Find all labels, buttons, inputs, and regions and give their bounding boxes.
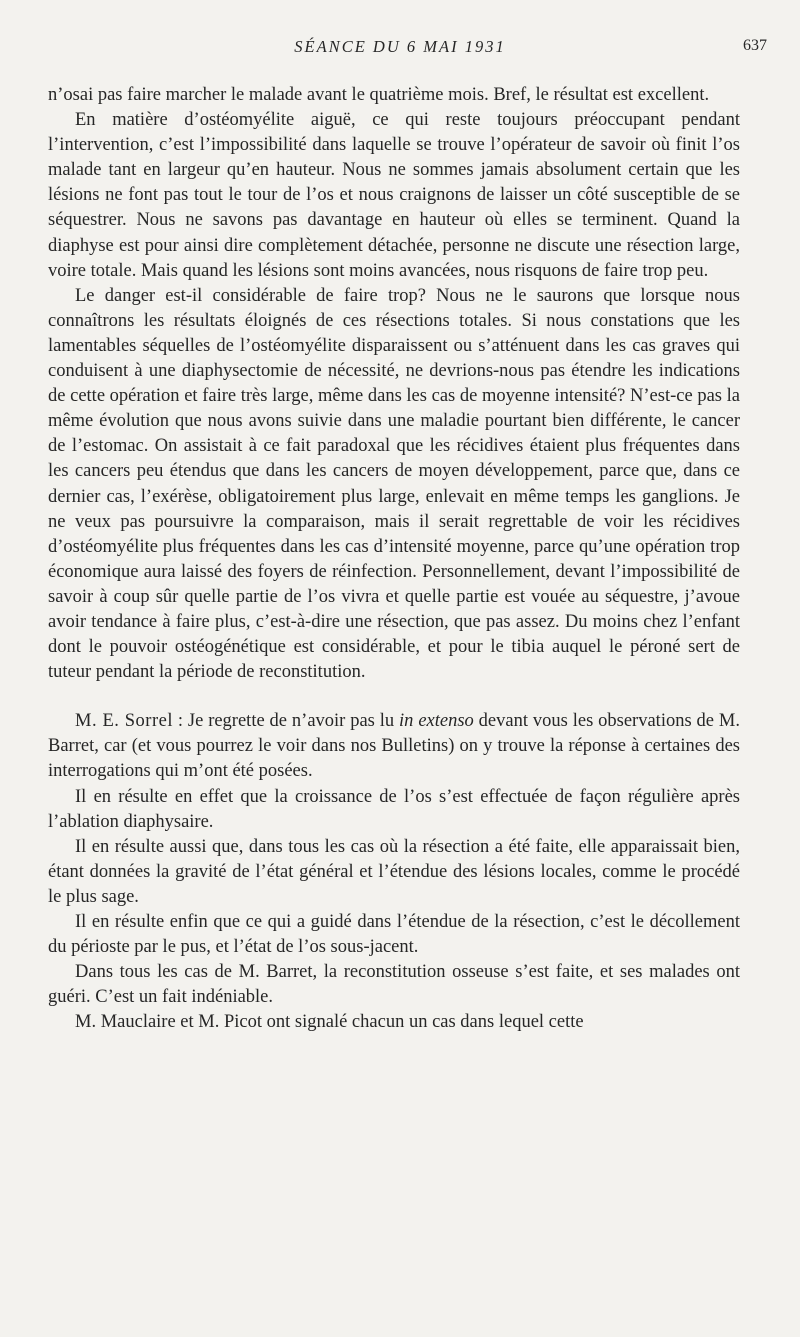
intro-text-after-italic: devant vous les observations de M. Barret, car (et vous pourrez le voir dans nos Bulletins) on y trouve la réponse à certaines des interrogations qui m’ont été posées.: [48, 711, 740, 782]
paragraph: n’osai pas faire marcher le malade avant le quatrième mois. Bref, le résultat est excellent.: [48, 85, 710, 105]
running-header: [0, 37, 800, 63]
speaker-name: M. E. Sorrel: [75, 711, 173, 732]
paragraph: Il en résulte aussi que, dans tous les cas où la résection a été faite, elle apparaissait bien, étant données la gravité de l’état général et l’étendue des lésions locales, comme le procédé le plus sage.: [48, 836, 740, 907]
intro-text-before-italic: : Je regrette de n’avoir pas lu: [172, 711, 400, 732]
paragraph: En matière d’ostéomyélite aiguë, ce qui reste toujours préoccupant pendant l’intervention, c’est l’impossibilité dans laquelle se trouve l’opérateur de savoir où finit l’os malade tant en largeur qu’en hauteur. Nous ne sommes jamais absolument certain que les lésions ne font pas tout le tour de l’os et nous craignons de laisser un côté susceptible de se séquestrer. Nous ne savons pas davantage en hauteur où elles se terminent. Quand la diaphyse est pour ainsi dire complètement détachée, personne ne discute une résection large, voire totale. Mais quand les lésions sont moins avancées, nous risquons de faire trop peu.: [48, 110, 740, 281]
paragraph: Il en résulte enfin que ce qui a guidé dans l’étendue de la résection, c’est le décollement du périoste par le pus, et l’état de l’os sous-jacent.: [48, 912, 740, 958]
paragraph: Le danger est-il considérable de faire trop? Nous ne le saurons que lorsque nous connaîtrons les résultats éloignés de ces résections totales. Si nous constations que les lamentables séquelles de l’ostéomyélite disparaissent ou s’atténuent dans les cas graves qui conduisent à une diaphysectomie de nécessité, ne devrions-nous pas étendre les indications de cette opération et faire très large, même dans les cas de moyenne intensité? N’est-ce pas la même évolution que nous avons suivie dans une maladie pourtant bien différente, le cancer de l’estomac. On assistait à ce fait paradoxal que les récidives étaient plus fréquentes dans les cancers peu étendus que dans les cancers de moyen développement, parce que, dans ce dernier cas, l’exérèse, obligatoirement plus large, enlevait en même temps les ganglions. Je ne veux pas poursuivre la comparaison, mais il serait regrettable de voir les récidives d’ostéomyélite plus fréquentes dans les cas d’intensité moyenne, parce qu’une opération trop économique aura laissé des foyers de réinfection. Personnellement, devant l’impossibilité de savoir à coup sûr quelle partie de l’os vivra et quelle partie est vouée au séquestre, j’avoue avoir tendance à faire plus, c’est-à-dire une résection, que pas assez. Du moins chez l’enfant dont le pouvoir ostéogénétique est considérable, et pour le tibia auquel le péroné sert de tuteur pendant la période de reconstitution.: [48, 285, 740, 683]
paragraph: Il en résulte en effet que la croissance de l’os s’est effectuée de façon régulière après l’ablation diaphysaire.: [48, 786, 740, 832]
main-text: [48, 83, 740, 1035]
sorrel-intro-paragraph: [48, 709, 740, 784]
running-title: SÉANCE DU 6 MAI 1931: [294, 37, 506, 56]
page-number: 637: [743, 37, 767, 54]
paragraph: M. Mauclaire et M. Picot ont signalé chacun un cas dans lequel cette: [75, 1012, 584, 1033]
paragraph: Dans tous les cas de M. Barret, la reconstitution osseuse s’est faite, et ses malades ont guéri. C’est un fait indéniable.: [48, 962, 740, 1008]
italic-phrase: in extenso: [399, 711, 474, 732]
